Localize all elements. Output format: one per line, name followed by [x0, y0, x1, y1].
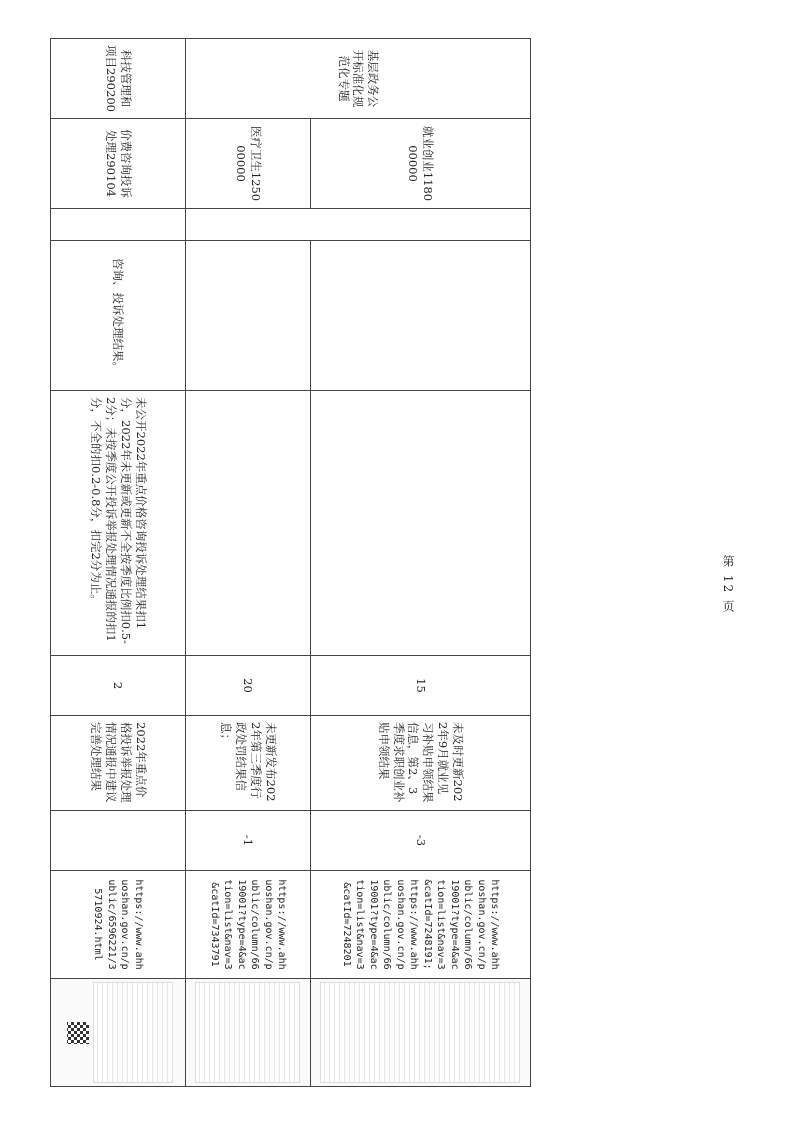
table-row: [51, 39, 186, 1087]
code-cell: 医疗卫生125000000: [186, 119, 311, 209]
code-cell: 价费咨询投诉处理290104: [51, 119, 186, 209]
page-number: 第 12 页: [721, 555, 735, 614]
category-cell: 科技管理和项目290200: [51, 39, 186, 119]
screenshot-cell: [51, 979, 186, 1087]
content-cell: [186, 241, 311, 391]
issue-cell: 未更新发布2022年第三季度行政处罚结果信息；: [186, 716, 311, 811]
code-cell: 就业创业118000000: [311, 119, 531, 209]
rotated-table-wrapper: [51, 38, 531, 1086]
rule-cell: 未公开2022年重点价格咨询投诉处理结果扣1分，2022年未更新或更新不全按季度比例扣0.5-2分；未按季度公开投诉举报处理情况通报的扣1分，不全的扣0.2-0.8分，扣完2分为止。: [51, 391, 186, 656]
blank-cell: [186, 209, 531, 241]
screenshot-thumbnail: [321, 982, 521, 1083]
screenshot-thumbnail: [196, 982, 301, 1083]
table-row: [186, 39, 311, 1087]
qr-code-icon: [67, 1022, 89, 1044]
evaluation-table: [50, 38, 531, 1087]
rule-cell: [186, 391, 311, 656]
url-cell[interactable]: https://www.ahhuoshan.gov.cn/public/column/6619001?type=4&action=list&nav=3&catId=7343791: [186, 871, 311, 979]
category-cell: 基层政务公开标准化规范化专题: [186, 39, 531, 119]
score-cell: 2: [51, 656, 186, 716]
content-cell: 咨询、投诉处理结果。: [51, 241, 186, 391]
issue-cell: 2022年重点价格投诉举报处理情况通报中建议完善处理结果: [51, 716, 186, 811]
score-cell: 15: [311, 656, 531, 716]
deduct-cell: -1: [186, 811, 311, 871]
url-cell[interactable]: https://www.ahhuoshan.gov.cn/public/6596221/35710924.html: [51, 871, 186, 979]
screenshot-thumbnail: [93, 982, 173, 1083]
deduct-cell: -3: [311, 811, 531, 871]
screenshot-cell: [311, 979, 531, 1087]
table-row: [311, 39, 531, 1087]
url-cell[interactable]: https://www.ahhuoshan.gov.cn/public/column/6619001?type=4&action=list&nav=3&catId=7248191; https://www.ahhuoshan.gov.cn/public/column/6619001?type=4&action=list&nav=3&catId=7248201: [311, 871, 531, 979]
score-cell: 20: [186, 656, 311, 716]
deduct-cell: [51, 811, 186, 871]
issue-cell: 未及时更新2022年9月就业见习补贴申领结果信息，第2、3季度求职创业补贴申领结果: [311, 716, 531, 811]
content-cell: [311, 241, 531, 391]
blank-cell: [51, 209, 186, 241]
screenshot-cell: [186, 979, 311, 1087]
rule-cell: [311, 391, 531, 656]
